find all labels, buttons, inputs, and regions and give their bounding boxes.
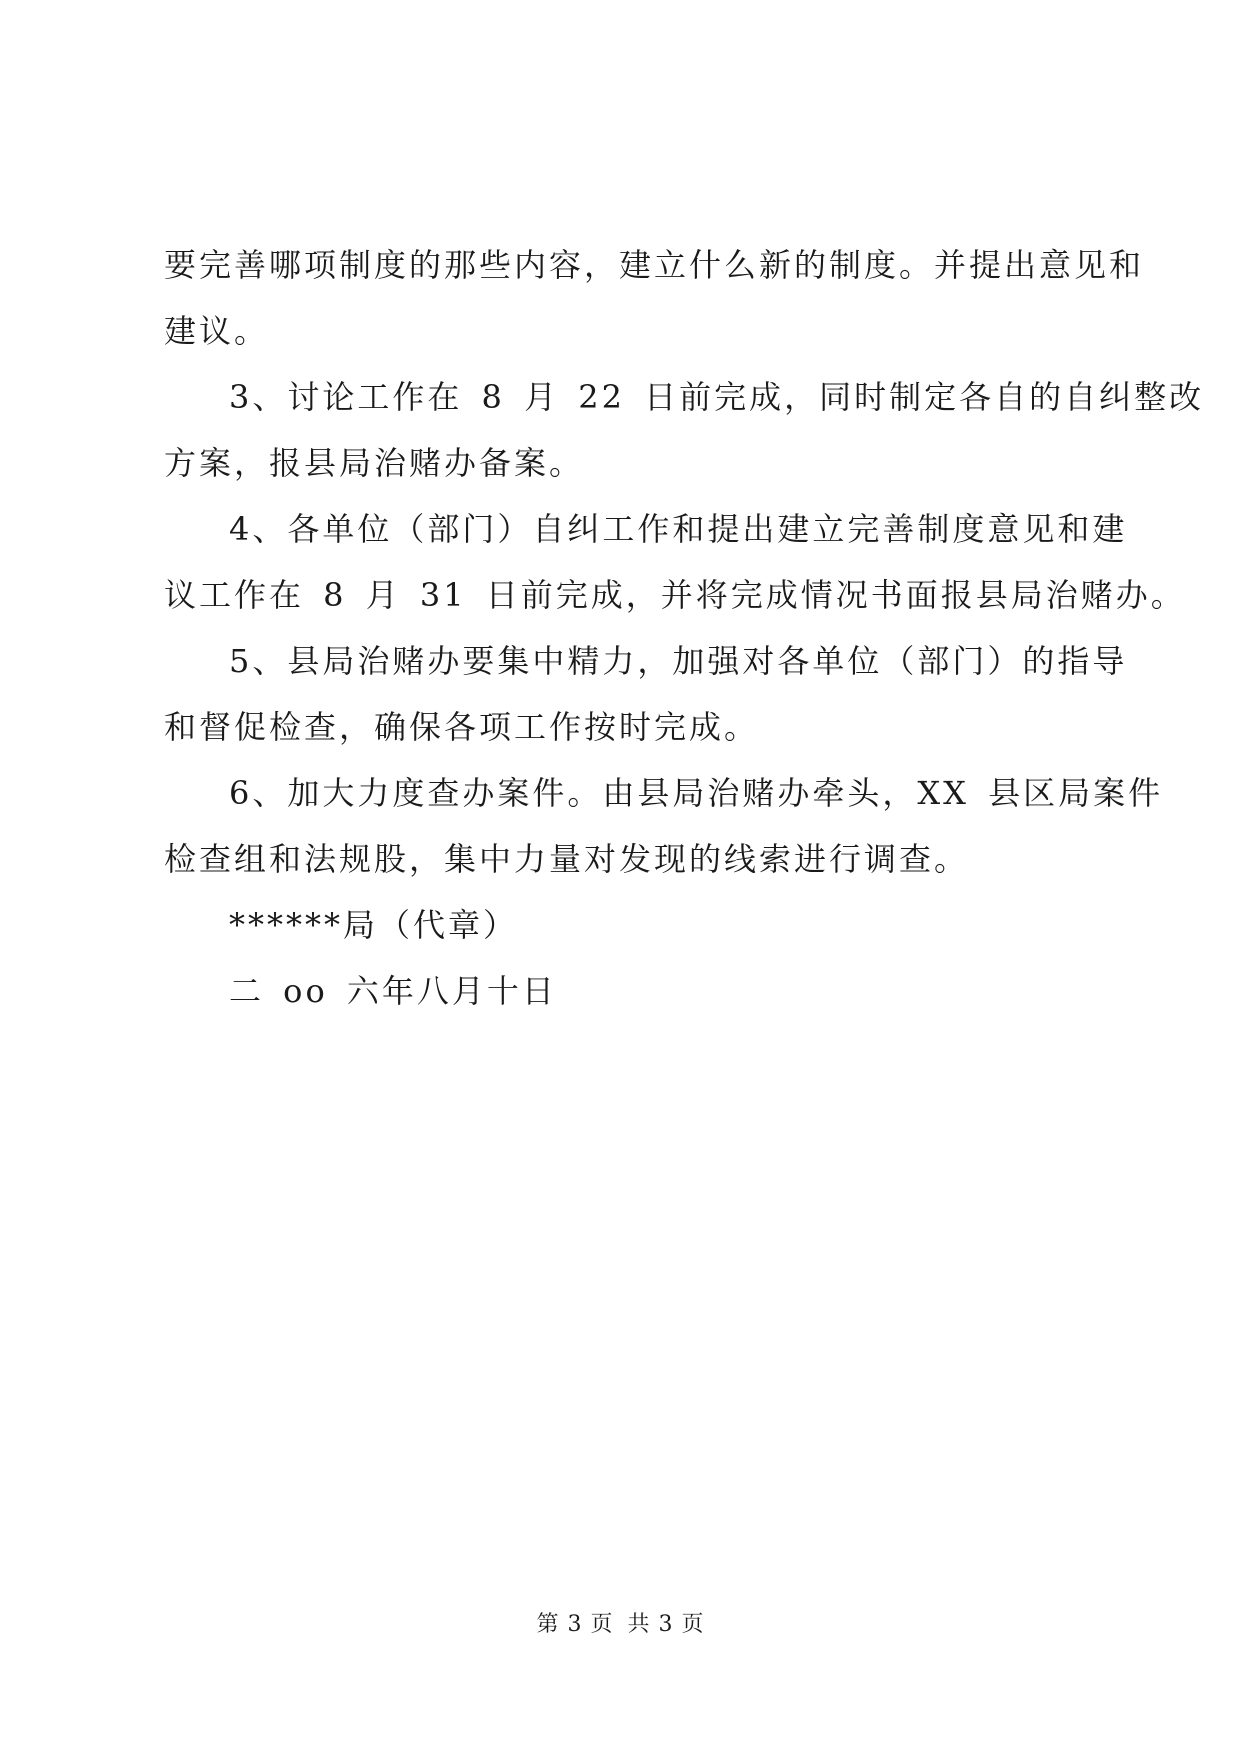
paragraph-item-4: 4、各单位（部门）自纠工作和提出建立完善制度意见和建	[229, 510, 1128, 548]
page-footer	[0, 1610, 1241, 1640]
page-total: 共 3 页	[627, 1612, 705, 1637]
page-number: 第 3 页	[536, 1612, 614, 1637]
text-line: 要完善哪项制度的那些内容，建立什么新的制度。并提出意见和	[164, 246, 1145, 284]
text-line: 检查组和法规股，集中力量对发现的线索进行调查。	[164, 840, 970, 878]
document-body	[164, 232, 1205, 1024]
text-line: 议工作在 8 月 31 日前完成，并将完成情况书面报县局治赌办。	[164, 576, 1186, 614]
paragraph-item-5: 5、县局治赌办要集中精力，加强对各单位（部门）的指导	[229, 642, 1128, 680]
paragraph-item-6: 6、加大力度查办案件。由县局治赌办牵头，XX 县区局案件	[229, 774, 1164, 812]
text-line: 方案，报县局治赌办备案。	[164, 444, 585, 482]
date-line: 二 oo 六年八月十日	[229, 972, 557, 1010]
paragraph-item-3: 3、讨论工作在 8 月 22 日前完成，同时制定各自的自纠整改	[229, 378, 1205, 416]
signature-line: ******局（代章）	[229, 906, 519, 944]
text-line: 和督促检查，确保各项工作按时完成。	[164, 708, 760, 746]
text-line: 建议。	[164, 312, 270, 350]
